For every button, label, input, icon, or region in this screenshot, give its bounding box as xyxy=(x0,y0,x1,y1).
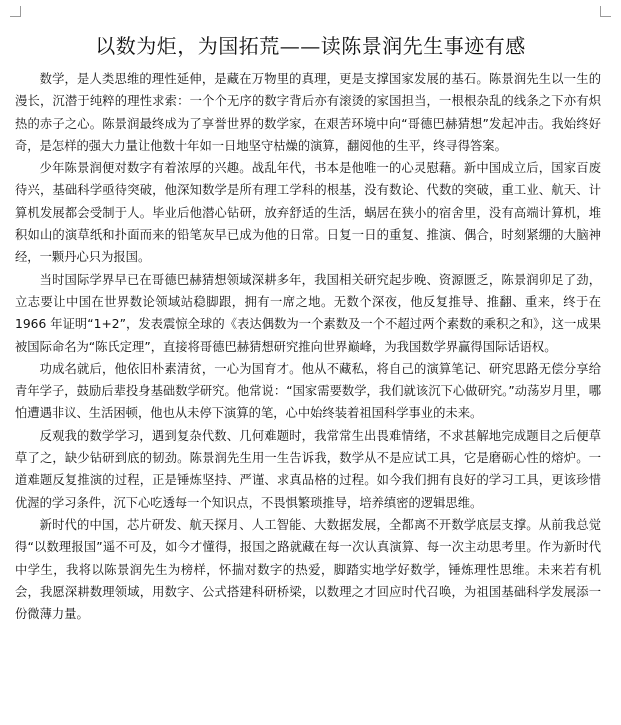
paragraph-6: 新时代的中国，芯片研发、航天探月、人工智能、大数据发展，全都离不开数学底层支撑。从前我总觉得“以数理报国”遥不可及，如今才懂得，报国之路就藏在每一次认真演算、每一次主动思考里。作为新时代中学生，我将以陈景润先生为榜样，怀揣对数字的热爱，脚踏实地学好数学，锤炼理性思维。未来若有机会，我愿深耕数理领域，用数字、公式搭建科研桥梁，以数理之才回应时代召唤，为祖国基础科学发展添一份微薄力量。 xyxy=(15,517,601,622)
top-left-margin-mark xyxy=(10,6,21,17)
paragraph-3: 当时国际学界早已在哥德巴赫猜想领域深耕多年，我国相关研究起步晚、资源匮乏，陈景润卯足了劲，立志要让中国在世界数论领域站稳脚跟，拥有一席之地。无数个深夜，他反复推导、推翻、重来，终于在 1966 年证明“1+2”，发表震惊全球的《表达偶数为一个素数及一个不超过两个素数的乘积之和》，这一成果被国际命名为“陈氏定理”，直接将哥德巴赫猜想研究推向世界巅峰，为我国数学界赢得国际话语权。 xyxy=(15,272,601,354)
paragraph-1: 数学，是人类思维的理性延伸，是藏在万物里的真理，更是支撑国家发展的基石。陈景润先生以一生的漫长，沉潜于纯粹的理性求索：一个个无序的数字背后亦有滚烫的家国担当，一根根杂乱的线条之下亦有炽热的赤子之心。陈景润最终成为了享誉世界的数学家，在艰苦环境中向“哥德巴赫猜想”发起冲击。我始终好奇，是怎样的强大力量让他数十年如一日地坚守枯燥的演算，翻阅他的生平，终寻得答案。 xyxy=(15,72,601,153)
paragraph-5: 反观我的数学学习，遇到复杂代数、几何难题时，我常常生出畏难情绪，不求甚解地完成题目之后便草草了之，缺少钻研到底的韧劲。陈景润先生用一生告诉我，数学从不是应试工具，它是磨砺心性的熔炉。一道难题反复推演的过程，正是锤炼坚持、严谨、求真品格的过程。如今我们拥有良好的学习工具，更该珍惜优渥的学习条件，沉下心吃透每一个知识点，不畏惧繁琐推导，培养缜密的逻辑思维。 xyxy=(15,428,601,510)
paragraph-2: 少年陈景润便对数字有着浓厚的兴趣。战乱年代，书本是他唯一的心灵慰藉。新中国成立后，国家百废待兴，基础科学亟待突破，他深知数学是所有理工学科的根基，没有数论、代数的突破，重工业、航天、计算机发展都会受制于人。毕业后他潜心钻研，放弃舒适的生活，蜗居在狭小的宿舍里，没有高端计算机，堆积如山的演草纸和扑面而来的铅笔灰早已成为他的日常。日复一日的重复、推演、偶合，时刻紧绷的大脑神经，一颗丹心只为报国。 xyxy=(15,161,601,265)
top-right-margin-mark xyxy=(600,6,611,17)
paragraph-4: 功成名就后，他依旧朴素清贫，一心为国育才。他从不藏私，将自己的演算笔记、研究思路无偿分享给青年学子，鼓励后辈投身基础数学研究。他常说：“国家需要数学，我们就该沉下心做研究。”动荡岁月里，哪怕遭遇非议、生活困顿，他也从未停下演算的笔，心中始终装着祖国科学事业的未来。 xyxy=(15,361,601,421)
essay-title: 以数为炬，为国拓荒——读陈景润先生事迹有感 xyxy=(95,34,526,58)
essay-body xyxy=(15,68,601,625)
